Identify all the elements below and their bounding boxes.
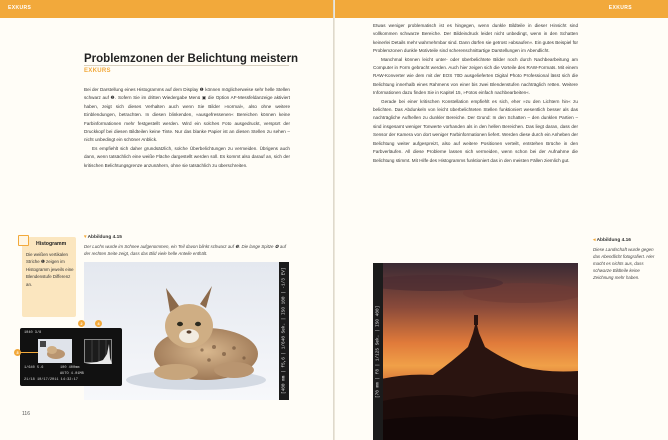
paragraph: Bei der Darstellung eines Histogramms auf dem Display ❶ können möglicherweise sehr helle Stellen schwarz auf ❷. Sofern Sie im dritten Wiedergabe Menü ▣ die Option AF-Messfeldanzeige aktiviert haben, zeigt sich dieses Verhalten auch wenn Sie Bilder »normal«, also ohne weitere Einblendungen, betrachten. In diesen blinkenden, »ausgefressenen« Bereichen können keine Farbinformationen mehr festgestellt werden. Wird ein solches Foto ausgedruckt, verspürt der Druckkopf bei diesen Bildteilen keine Tinte. Nur das blanke Papier ist an diesen Stellen zu sehen – nicht unbedingt ein schöner Anblick. [84,87,290,143]
camera-histogram [84,339,112,363]
header-band [0,0,333,18]
photo-info: [70 mm | f8 | 1/125 Sek. | ISO 400] [375,305,381,398]
callout-marker: 2 [78,320,85,327]
paragraph: Manchmal können leicht unter- oder überbelichtete Bilder noch durch Nachbearbeitung am Computer in Form gebracht werden. Auch hier zeigen sich die Vorteile des RAW-Formats. Mit einem RAW-Konverter wie dem mit der EOS 70D ausgelieferten Digital Photo Professional lässt sich die Belichtung innerhalb eines Rahmens von einer bis zwei Blendenstufen nachträglich retten. Weitere Informationen dazu finden Sie in Kapitel 15, »Fotos einfach nachbearbeiten«. [373,56,578,96]
header-band-label: EXKURS [8,5,32,11]
histogram-graph [85,340,113,364]
header-band-label: EXKURS [608,5,632,11]
crosshair-icon [18,235,29,246]
page-title: Problemzonen der Belichtung meistern [84,53,299,65]
camera-info-line: 1040 3/8 [24,331,42,335]
figure-caption-side [593,238,655,281]
camera-info-line: AUTO 4.01MB [60,372,84,376]
callout-marker: 3 [14,349,21,356]
sidebar-title: Histogramm [36,241,67,247]
caption-arrow-icon: ▾ [84,235,88,240]
sunset-illustration [373,263,578,440]
figure-caption: Diese Landschaft wurde gegen das Abendlicht fotografiert. Hier macht es nichts aus, dass schwarze Bildteile keine Zeichnung mehr haben. [593,247,655,280]
thumbnail-image [38,339,72,363]
camera-thumbnail [38,339,72,363]
sunset-photo [373,263,578,440]
left-body-text [84,86,290,170]
figure-label-text: Abbildung 4.16 [596,238,631,243]
figure-label [593,238,655,243]
page-number: 116 [22,411,30,417]
photo-info: [400 mm | f5,6 | 1/640 Sek. | ISO 100 | -1/3 EV] [281,267,287,395]
camera-info-line: 21/18 10/17/2011 14:32:17 [24,378,78,382]
camera-info-line: 1/640 5.6 [24,366,44,370]
paragraph: Gerade bei einer kritischen Konstellation empfiehlt es sich, eher »zu den Lichtern hin« zu belichten. Das Abdunkeln von leicht überbelichteten Stellen funktioniert wesentlich besser als das nachträgliche Aufhellen zu dunkler Bereiche. Der Grund: In den Schatten – den dunklen Partien – sind insgesamt weniger Tonwerte vorhanden als in den hellen Bereichen. Das liegt daran, dass der Sensor der Kamera von dort weniger Farbinformationen liefert. Werden diese durch ein Anheben der Belichtung weiter aufgespreizt, also auf weitere Positionen verteilt, entstehen Brüche in den Farbverläufen. All diese Probleme lassen sich vermeiden, wenn schon bei der Aufnahme die Belichtung stimmt. Mit Hilfe des Histogramms funktioniert das in den meisten Fällen ziemlich gut. [373,98,578,163]
figure-label [84,235,122,240]
right-body-text [373,22,578,165]
right-page [335,0,668,440]
figure-caption: Der Luchs wurde im Schnee aufgenommen, ein Teil davon blinkt schwarz auf ❸. Die lange Spitze ❹ auf der rechten Seite zeigt, dass das Bild viele helle Anteile enthält. [84,244,286,256]
callout-line [20,352,38,353]
camera-info-line: 100 400mm [60,366,80,370]
paragraph: Es empfiehlt sich daher grundsätzlich, solche Überbelichtungen zu vermeiden. Übrigens auch dann, wenn tatsächlich eine weiße Fläche dargestellt werden soll. Es kommt also darauf an, sich der kritischen Belichtungsgrenze anzunähern, ohne sie tatsächlich zu überschreiten. [84,145,290,168]
title-rule [84,65,289,66]
caption-arrow-icon: ◂ [593,238,597,243]
paragraph: Etwas weniger problematisch ist es hingegen, wenn dunkle Bildteile in dieser Hinsicht sind vollkommen schwarze Bereiche. Der Bildeindruck leidet nicht unbedingt, wenn in den Schatten keinerlei Details mehr wahrnehmbar sind. Dann dürfen sie getrost »absaufen«. Ein gutes Beispiel für Problemzonen dunkle Motivteile sind scherenschnittartige Darstellungen im Abendlicht. [373,23,578,54]
left-page [0,0,333,440]
figure-label-text: Abbildung 4.15 [87,235,122,240]
callout-marker: 4 [95,320,102,327]
sidebar-body: Die weißen vertikalen Striche ❶ zeigen im Histogramm jeweils eine Blendenstufe Differenz an. [26,252,74,287]
page-subtitle: EXKURS [84,68,111,74]
